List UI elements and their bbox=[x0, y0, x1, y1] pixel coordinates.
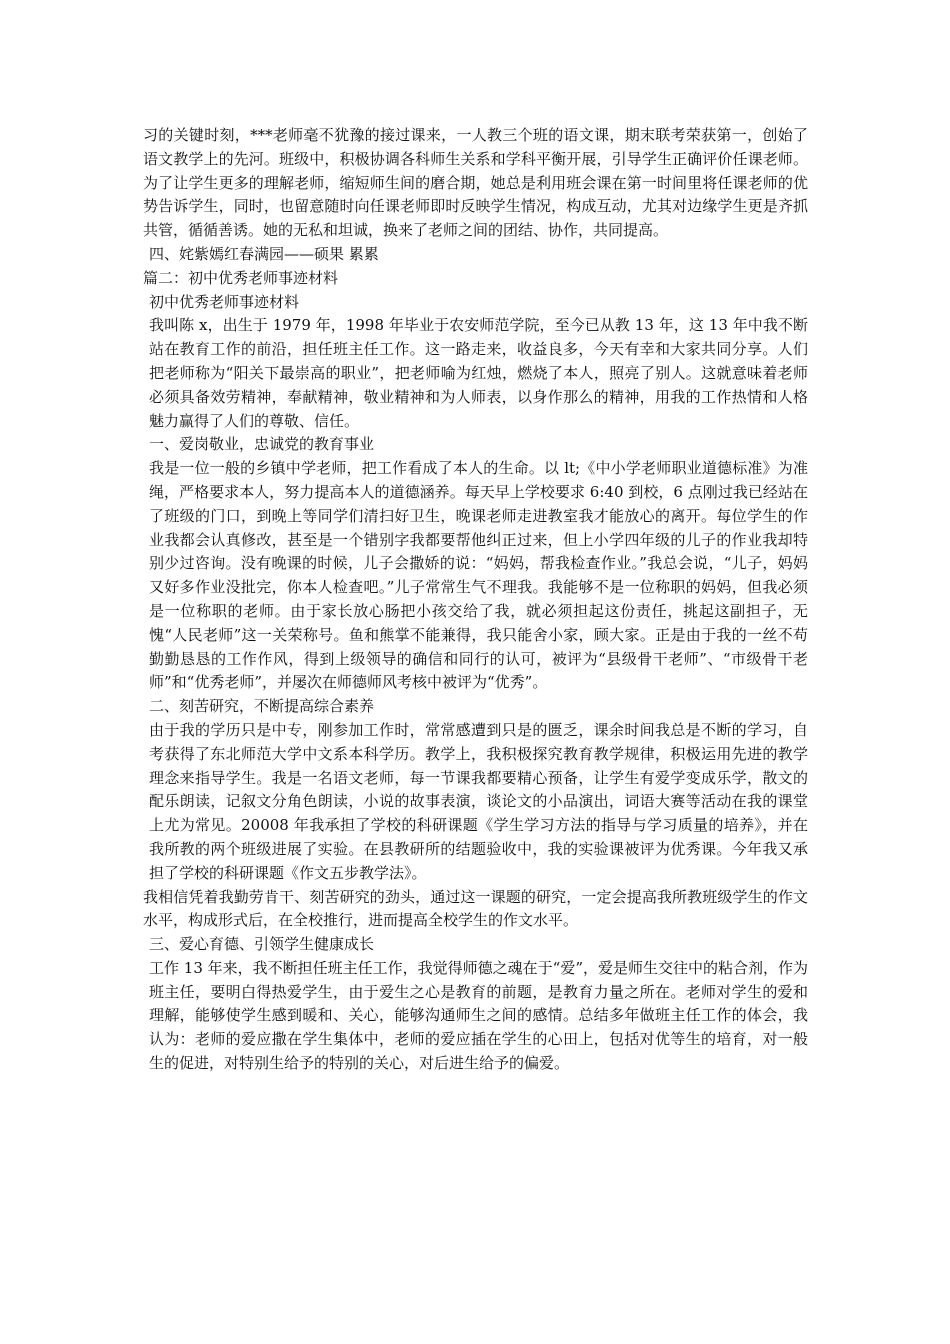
paragraph-intro: 我叫陈 x，出生于 1979 年，1998 年毕业于农安师范学院，至今已从教 13 年，这 13 年中我不断站在教育工作的前沿，担任班主任工作。这一路走来，收益良多，今天有幸和大家共同分享。人们把老师称为“阳关下最崇高的职业”，把老师喻为红烛，燃烧了本人，照亮了别人。这就意味着老师必须具备效劳精神，奉献精神，敬业精神和为人师表，以身作那么的精神，用我的工作热情和人格魅力赢得了人们的尊敬、信任。 bbox=[149, 316, 808, 430]
paragraph-research: 由于我的学历只是中专，刚参加工作时，常常感遭到只是的匮乏，课余时间我总是不断的学习，自考获得了东北师范大学中文系本科学历。教学上，我积极探究教育教学规律，积极运用先进的教学理念来指导学生。我是一名语文老师，每一节课我都要精心预备，让学生有爱学变成乐学，散文的配乐朗读，记叙文分角色朗读，小说的故事表演，谈论文的小品演出，词语大赛等活动在我的课堂上尤为常见。20008 年我承担了学校的科研课题《学生学习方法的指导与学习质量的培养》，并在我所教的两个班级进展了实验。在县教研所的结题验收中，我的实验课被评为优秀课。今年我又承担了学校的科研课题《作文五步教学法》。 bbox=[149, 720, 808, 882]
article-title: 篇二：初中优秀老师事迹材料 bbox=[143, 268, 339, 287]
article-subtitle: 初中优秀老师事迹材料 bbox=[149, 292, 300, 311]
paragraph-love: 工作 13 年来，我不断担任班主任工作，我觉得师德之魂在于“爱”，爱是师生交往中的粘合剂，作为班主任，要明白得热爱学生，由于爱生之心是教育的前题，是教育力量之所在。老师对学生的爱和理解，能够使学生感到暖和、关心，能够沟通师生之间的感情。总结多年做班主任工作的体会，我认为：老师的爱应撒在学生集体中，老师的爱应插在学生的心田上，包括对优等生的培育，对一般生的促进，对特别生给予的特别的关心，对后进生给予的偏爱。 bbox=[149, 958, 808, 1073]
paragraph-belief: 我相信凭着我勤劳肯干、刻苦研究的劲头，通过这一课题的研究，一定会提高我所教班级学生的作文水平，构成形式后，在全校推行，进而提高全校学生的作文水平。 bbox=[143, 887, 808, 930]
paragraph-dedication: 我是一位一般的乡镇中学老师，把工作看成了本人的生命。以 lt;《中小学老师职业道德标准》为准绳，严格要求本人，努力提高本人的道德涵养。每天早上学校要求 6:40 到校，6 点刚过我已经站在了班级的门口，到晚上等同学们清扫好卫生，晚课老师走进教室我才能放心的离开。每位学生的作业我都会认真修改，甚至是一个错别字我都要帮他纠正过来，但上小学四年级的儿子的作业我却特别少过咨询。没有晚课的时候，儿子会撒娇的说：“妈妈，帮我检查作业。”我总会说，“儿子，妈妈又好多作业没批完，你本人检查吧。”儿子常常生气不理我。我能够不是一位称职的妈妈，但我必须是一位称职的老师。由于家长放心肠把小孩交给了我，就必须担起这份责任，挑起这副担子，无愧“人民老师”这一关荣称号。鱼和熊掌不能兼得，我只能舍小家，顾大家。正是由于我的一丝不苟勤勤恳恳的工作作风，得到上级领导的确信和同行的认可，被评为“县级骨干老师”、“市级骨干老师”和“优秀老师”，并屡次在师德师风考核中被评为“优秀”。 bbox=[149, 459, 808, 692]
paragraph-continuation: 习的关键时刻，***老师毫不犹豫的接过课来，一人教三个班的语文课，期末联考荣获第一，创始了语文教学上的先河。班级中，积极协调各科师生关系和学科平衡开展，引导学生正确评价任课老师。为了让学生更多的理解老师，缩短师生间的磨合期，她总是利用班会课在第一时间里将任课老师的优势告诉学生，同时，也留意随时向任课老师即时反映学生情况，构成互动，尤其对边缘学生更是齐抓共管，循循善诱。她的无私和坦诚，换来了老师之间的团结、协作，共同提高。 bbox=[143, 126, 808, 240]
section-heading-four: 四、姹紫嫣红春满园——硕果 累累 bbox=[149, 244, 379, 263]
document-body bbox=[143, 124, 808, 1076]
section-heading-three: 三、爱心育德、引领学生健康成长 bbox=[149, 935, 375, 954]
section-heading-one: 一、爱岗敬业，忠诚党的教育事业 bbox=[149, 435, 375, 454]
section-heading-two: 二、刻苦研究，不断提高综合素养 bbox=[149, 697, 375, 716]
